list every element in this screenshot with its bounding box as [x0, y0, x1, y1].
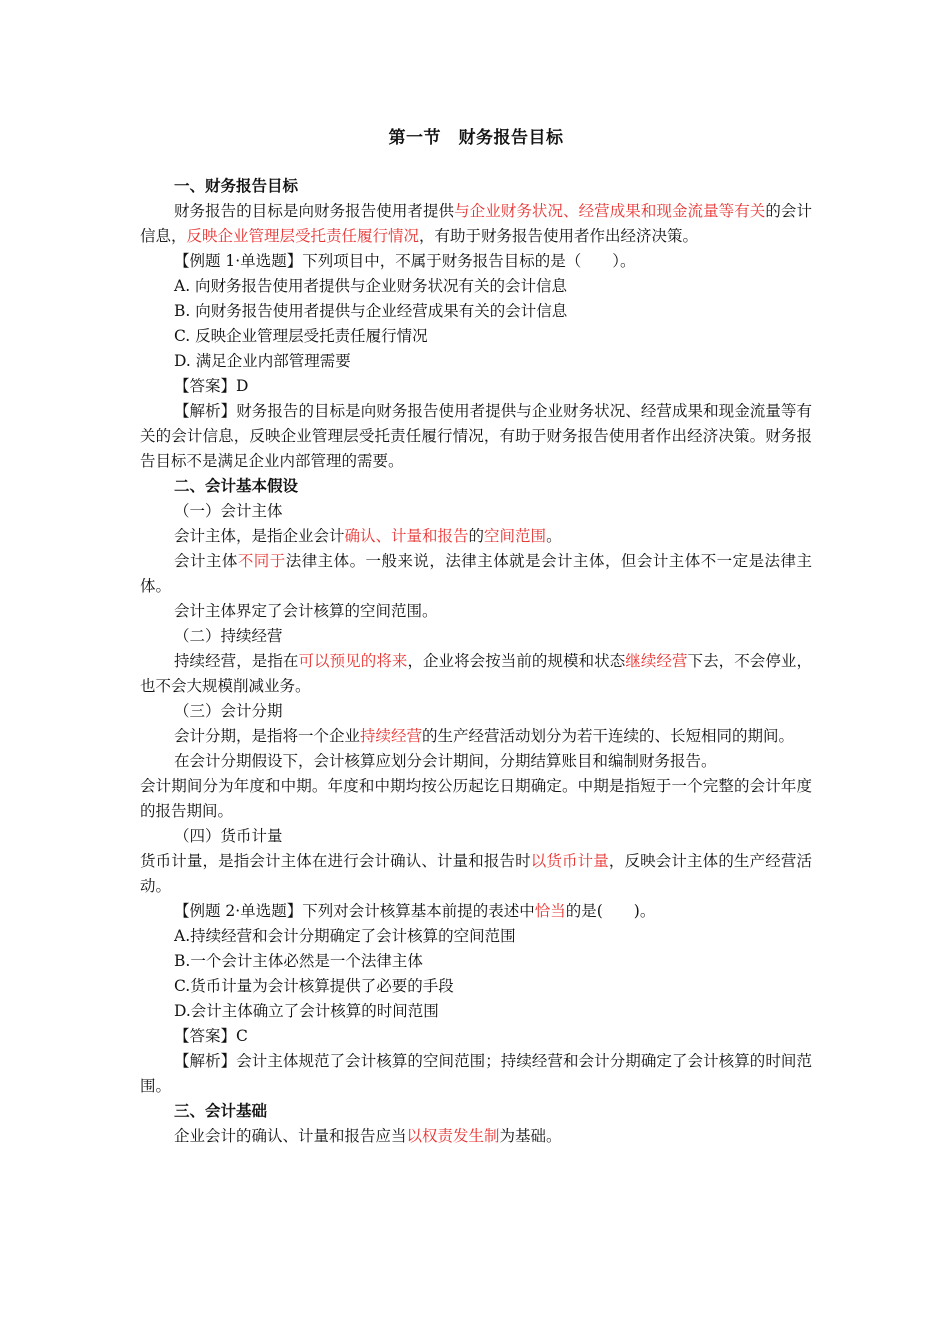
paragraph: 财务报告的目标是向财务报告使用者提供与企业财务状况、经营成果和现金流量等有关的会计信息，反映企业管理层受托责任履行情况，有助于财务报告使用者作出经济决策。: [140, 202, 812, 245]
option-a: A. 向财务报告使用者提供与企业财务状况有关的会计信息: [174, 277, 568, 295]
option-b: B.一个会计主体必然是一个法律主体: [174, 952, 423, 970]
highlight: 与企业财务状况、经营成果和现金流量等有关: [454, 202, 766, 220]
highlight: 可以预见的将来: [298, 652, 408, 670]
answer: 【答案】C: [174, 1027, 248, 1045]
highlight: 反映企业管理层受托责任履行情况: [186, 227, 420, 245]
paragraph: 会计期间分为年度和中期。年度和中期均按公历起讫日期确定。中期是指短于一个完整的会计年度的报告期间。: [140, 777, 812, 820]
paragraph: 在会计分期假设下，会计核算应划分会计期间，分期结算账目和编制财务报告。: [174, 752, 717, 770]
document-body: [140, 174, 812, 1149]
explanation: 【解析】会计主体规范了会计核算的空间范围；持续经营和会计分期确定了会计核算的时间范围。: [140, 1052, 812, 1095]
paragraph: 持续经营，是指在可以预见的将来，企业将会按当前的规模和状态继续经营下去，不会停业，也不会大规模削减业务。: [140, 652, 812, 695]
highlight: 不同于: [237, 552, 286, 570]
subsection-heading: （四）货币计量: [174, 827, 283, 845]
subsection-heading: （一）会计主体: [174, 502, 283, 520]
highlight: 继续经营: [625, 652, 688, 670]
option-c: C. 反映企业管理层受托责任履行情况: [174, 327, 428, 345]
option-d: D.会计主体确立了会计核算的时间范围: [174, 1002, 439, 1020]
option-b: B. 向财务报告使用者提供与企业经营成果有关的会计信息: [174, 302, 568, 320]
paragraph: 会计分期，是指将一个企业持续经营的生产经营活动划分为若干连续的、长短相同的期间。: [174, 727, 795, 745]
highlight: 空间范围: [484, 527, 547, 545]
section-heading: 二、会计基本假设: [174, 477, 299, 495]
option-d: D. 满足企业内部管理需要: [174, 352, 351, 370]
paragraph: 会计主体界定了会计核算的空间范围。: [174, 602, 438, 620]
highlight: 以货币计量: [530, 852, 609, 870]
paragraph: 会计主体不同于法律主体。一般来说，法律主体就是会计主体，但会计主体不一定是法律主体。: [140, 552, 812, 595]
answer: 【答案】D: [174, 377, 249, 395]
paragraph: 货币计量，是指会计主体在进行会计确认、计量和报告时以货币计量，反映会计主体的生产经营活动。: [140, 852, 812, 895]
subsection-heading: （二）持续经营: [174, 627, 283, 645]
example-question: 【例题 1·单选题】下列项目中，不属于财务报告目标的是（ ）。: [174, 252, 636, 270]
highlight: 以权责发生制: [406, 1127, 500, 1145]
highlight: 恰当: [534, 902, 566, 920]
section-heading: 三、会计基础: [174, 1102, 268, 1120]
page-title: 第一节 财务报告目标: [388, 128, 564, 148]
highlight: 确认、计量和报告: [344, 527, 469, 545]
option-c: C.货币计量为会计核算提供了必要的手段: [174, 977, 454, 995]
example-question: 【例题 2·单选题】下列对会计核算基本前提的表述中恰当的是( )。: [174, 902, 656, 920]
option-a: A.持续经营和会计分期确定了会计核算的空间范围: [174, 927, 516, 945]
explanation: 【解析】财务报告的目标是向财务报告使用者提供与企业财务状况、经营成果和现金流量等有关的会计信息，反映企业管理层受托责任履行情况，有助于财务报告使用者作出经济决策。财务报告目标不是满足企业内部管理的需要。: [140, 402, 812, 470]
paragraph: 企业会计的确认、计量和报告应当以权责发生制为基础。: [174, 1127, 562, 1145]
highlight: 持续经营: [360, 727, 423, 745]
subsection-heading: （三）会计分期: [174, 702, 283, 720]
section-heading: 一、财务报告目标: [174, 177, 299, 195]
paragraph: 会计主体，是指企业会计确认、计量和报告的空间范围。: [174, 527, 562, 545]
